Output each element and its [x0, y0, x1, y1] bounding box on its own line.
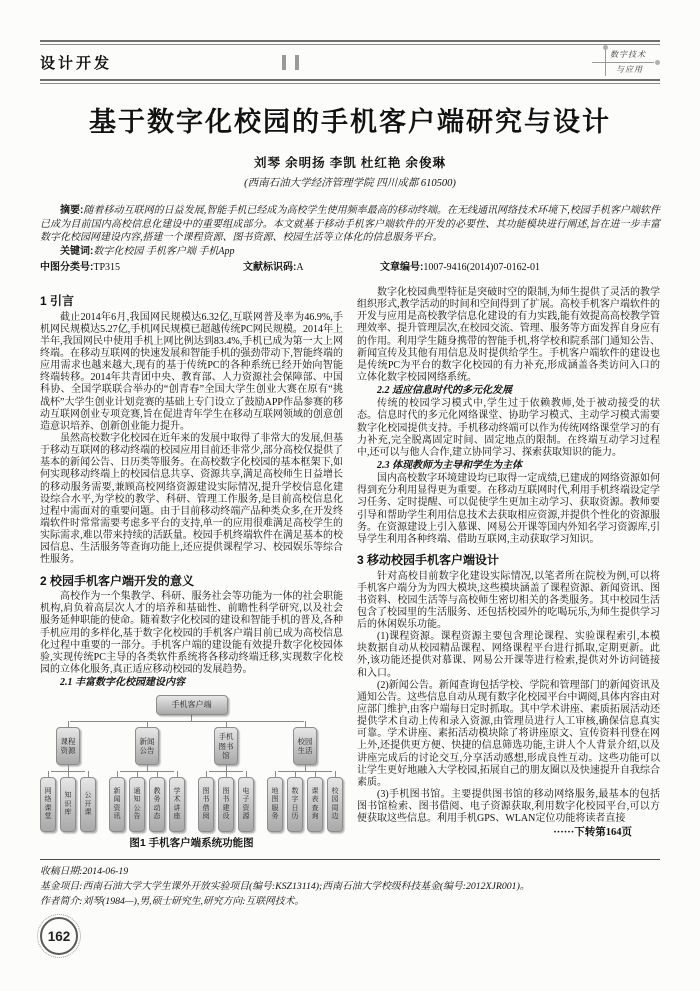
abstract-text: 随着移动互联网的日益发展,智能手机已经成为高校学生使用频率最高的移动终端。在无线通讯网络技术环境下,校园手机客户端软件已成为目前国内高校信息化建设中的重要组成部分。本文就基于移动手机客户端软件的开发的必要性、其功能模块进行阐述,旨在进一步丰富数字化校园网建设内容,搭建一个课程资源、图书资源、校园生活等立体化的信息服务平台。 [40, 205, 660, 244]
clc-number: 中图分类号:TP315 [40, 262, 121, 274]
logo-horizontal-line [592, 62, 654, 63]
chart-leaf-node: 地图服务 [267, 777, 283, 832]
authors-line: 刘琴 余明扬 李凯 杜红艳 余俊琳 [253, 156, 446, 170]
footnote-block [40, 859, 660, 910]
right-column [357, 287, 660, 850]
paragraph: 传统的校园学习模式中,学生过于依赖教师,处于被动接受的状态。信息时代的多元化网络课堂、协助学习模式、主动学习模式需要数字化校园提供支持。手机移动终端可以作为传统网络课堂学习的有力补充,完全脱离固定时间、固定地点的限制。在终端互动学习过程中,还可以与他人合作,建立协同学习、探索获取知识的能力。 [357, 398, 660, 458]
chart-leaf-node: 电子资源 [238, 777, 254, 832]
connector [51, 771, 85, 772]
section-3-heading: 3 移动校园手机客户端设计 [357, 552, 500, 567]
page-number: 162 [47, 928, 71, 944]
article-title: 基于数字化校园的手机客户端研究与设计 [89, 107, 611, 137]
connector [278, 771, 332, 772]
keywords-line [40, 245, 660, 259]
journal-header [40, 45, 660, 79]
page-number-stamp [40, 917, 78, 955]
chart-root-node: 手机客户端 [156, 695, 228, 715]
chart-leaf-node: 课表查询 [307, 777, 323, 832]
connector [209, 771, 243, 772]
journal-logo [592, 46, 660, 78]
connector [120, 771, 174, 772]
keywords-label: 关键词: [60, 245, 94, 257]
chart-leaf-node: 教务动态 [149, 777, 165, 832]
left-column [40, 287, 343, 850]
chart-group [198, 721, 254, 832]
journal-name-line2: 与应用 [616, 65, 643, 74]
divider-bar-icon [295, 55, 299, 70]
connector [70, 721, 303, 722]
figure-1-caption: 图1 手机客户端系统功能图 [129, 837, 254, 850]
chart-group [267, 721, 343, 832]
document-code: 文献标识码:A [243, 262, 304, 274]
header-bottom-rule [40, 79, 660, 84]
article-id: 文章编号:1007-9416(2014)07-0162-01 [380, 262, 540, 274]
paragraph: 高校作为一个集教学、科研、服务社会等功能为一体的社会职能机构,肩负着高层次人才的培养和基础性、前瞻性科学研究,以及社会服务延伸职能的使命。随着数字化校园的建设和智能手机的普及,各种手机应用的多样化,基于数字化校园的手机客户端目前已成为高校信息化过程中重要的一部分。手机客户端的建设能有效提升数字化校园体验,实现传统PC主导的各类软件系统将各移动终端迁移,实现数字化校园的立体化服务,真正适应移动校园的发展趋势。 [40, 591, 343, 675]
paragraph: 截止2014年6月,我国网民规模达6.32亿,互联网普及率为46.9%,手机网民规模达5.27亿,手机网民规模已超越传统PC网民规模。2014年上半年,我国网民中使用手机上网比例达到83.4%,手机已成为第一大上网终端。在移动互联网的快速发展和智能手机的强劲带动下,智能终端的应用需求也越来越大,现有的基于传统PC的各种系统已经开始向智能终端转移。2014年共青团中央、教育部、人力资源社会保障部、中国科协、全国学联联合举办的“创青春”全国大学生创业大赛在原有“挑战杯”大学生创业计划竞赛的基础上专门设立了鼓励APP作品参赛的移动互联网创业专项竞赛,旨在促进青年学生在移动互联网领域的创意创造意识培养、创新创业能力提升。 [40, 311, 343, 432]
chart-leaf-node: 新闻资讯 [109, 777, 125, 832]
chart-group [109, 721, 185, 832]
chart-leaf-node: 公开课 [80, 777, 96, 832]
chart-group-node: 校园生活 [293, 727, 317, 765]
abstract-label: 摘要: [60, 205, 84, 216]
keywords-text: 数字化校园 手机客户端 手机App [93, 245, 235, 257]
paragraph: 虽然高校数字化校园在近年来的发展中取得了非常大的发展,但基于移动互联网的移动终端的校园应用目前还非常少,部分高校仅提供了基本的新闻公告、日历类等服务。在高校数字化校园的基本框架下,如何实现移动终端上的校园信息共享、资源共享,满足高校师生日益增长的移动服务需要,兼顾高校网络资源建设实际情况,提升学校信息化建设综合水平,为学校的教学、科研、管理工作服务,是目前高校信息化过程中需面对的重要问题。由于目前移动终端产品种类众多,在开发终端软件时常常需要考虑多平台的支持,单一的应用很难满足高校学生的实际需求,难以带来持续的活跃量。校园手机终端软件在满足基本的校园信息、生活服务等查询功能上,还应提供课程学习、校园娱乐等综合性服务。 [40, 432, 343, 566]
paragraph: (2)新闻公告。新闻查询包括学校、学院和管理部门的新闻资讯及通知公告。这些信息自动从现有数字化校园平台中调阅,具体内容由对应部门维护,由客户端每日定时抓取。其中学术讲座、素质拓展活动还提供学术自动上传和录入资源,由管理员进行人工审核,确保信息真实可靠。学术讲座、素拓活动模块除了将讲座原文、宣传资料刊登在网上外,还提供更方便、快捷的信息筛选功能,主讲人个人背景介绍,以及讲座完成后的讨论交互,分享活动感想,形成良性互动。这些功能可以让学生更好地融入大学校园,拓展自己的朋友圈以及快速提升自我综合素质。 [357, 679, 660, 788]
paragraph: 数字化校园典型特征是突破时空的限制,为师生提供了灵活的教学组织形式,教学活动的时间和空间得到了扩展。高校手机客户端软件的开发与应用是高校教学信息化建设的有力实践,能有效提高高校教学管理效率、提升管理层次,在校园交流、管理、服务等方面发挥自身应有的作用。利用学生随身携带的智能手机,将学校和院系部门通知公告、新闻宣传及其他有用信息及时提供给学生。手机客户端软件的建设也是传统PC为平台的数字化校园的有力补充,形成涵盖各类访问入口的立体化数字校园网络系统。 [357, 286, 660, 383]
figure-1 [40, 695, 343, 850]
logo-dot-icon [603, 45, 608, 50]
paragraph: 针对高校目前数字化建设实际情况,以笔者所在院校为例,可以将手机客户端分为为四大模块,这些模块涵盖了课程资源、新闻资讯、图书资料、校园生活等与高校师生密切相关的各类服务。其中校园生活包含了校园里的生活服务、还包括校园外的吃喝玩乐,为师生提供学习后的休闲娱乐功能。 [357, 570, 660, 631]
column-section-label: 设计开发 [40, 54, 113, 72]
paragraph: (1)课程资源。课程资源主要包含理论课程、实验课程索引,本模块数据自动从校园精品课程、网络课程平台进行抓取,定期更新。此外,该功能还提供对慕课、网易公开课等进行检索,提供对外访问链接和入口。 [357, 631, 660, 679]
section-1-heading: 1 引言 [40, 293, 75, 308]
chart-leaf-node: 图书建设 [218, 777, 234, 832]
chart-leaf-node: 学术讲座 [169, 777, 185, 832]
fund-project: 基金项目:西南石油大学大学生课外开放实验项目(编号:KSZ13114);西南石油大学校级科技基金(编号:2012XJR001)。 [40, 881, 530, 893]
subsection-2-3-heading: 2.3 体现教师为主导和学生为主体 [377, 459, 522, 471]
chart-group-node: 课程资源 [56, 727, 80, 765]
author-bio: 作者简介:刘琴(1984—),男,硕士研究生,研究方向:互联网技术。 [40, 896, 305, 908]
article-meta [40, 204, 660, 275]
chart-leaf-node: 数字日历 [287, 777, 303, 832]
body-columns [40, 287, 660, 850]
chart-leaf-node: 通知公告 [129, 777, 145, 832]
classification-line [40, 261, 660, 275]
chart-leaf-node: 知识库 [60, 777, 76, 832]
paragraph: (3)手机图书馆。主要提供图书馆的移动网络服务,最基本的包括图书馆检索、图书借阅、电子资源获取,利用数字化校园平台,可以方便获取这些信息。利用手机GPS、WLAN定位功能将读者直接 [357, 789, 660, 825]
chart-leaf-node: 图书借阅 [198, 777, 214, 832]
subsection-2-2-heading: 2.2 适应信息时代的多元化发展 [377, 385, 512, 397]
subsection-2-1-heading: 2.1 丰富数字化校园建设内容 [60, 677, 185, 689]
received-date: 收稿日期:2014-06-19 [40, 865, 129, 877]
divider-bar-icon [282, 55, 286, 70]
chart-leaf-node: 网络课堂 [40, 777, 56, 832]
chart-group-node: 新闻公告 [135, 727, 159, 765]
journal-name-line1: 数字技术 [610, 50, 646, 59]
continued-on-page-note: ······下转第164页 [553, 827, 632, 839]
chart-leaf-node: 校园周边 [327, 777, 343, 832]
system-function-diagram [40, 695, 343, 832]
section-2-heading: 2 校园手机客户端开发的意义 [40, 573, 195, 588]
chart-group [40, 721, 96, 832]
header-center-marks [282, 55, 299, 70]
affiliation-line: (西南石油大学经济管理学院 四川成都 610500) [244, 178, 456, 189]
paragraph: 国内高校数字环境建设均已取得一定成绩,已建成的网络资源如何得到充分利用显得更为重要。在移动互联网时代,利用手机终端设定学习任务、定时提醒、可以促使学生更加主动学习、获取资源。教师要引导和帮助学生利用信息技术去获取相应资源,并提供个性化的资源服务。在资源建设上引入慕课、网易公开课等国内外知名学习资源库,引导学生利用各种终端、借助互联网,主动获取学习知识。 [357, 473, 660, 545]
chart-group-node: 手机图书馆 [214, 727, 238, 765]
abstract-paragraph [40, 204, 660, 245]
logo-dot-icon [655, 60, 660, 65]
